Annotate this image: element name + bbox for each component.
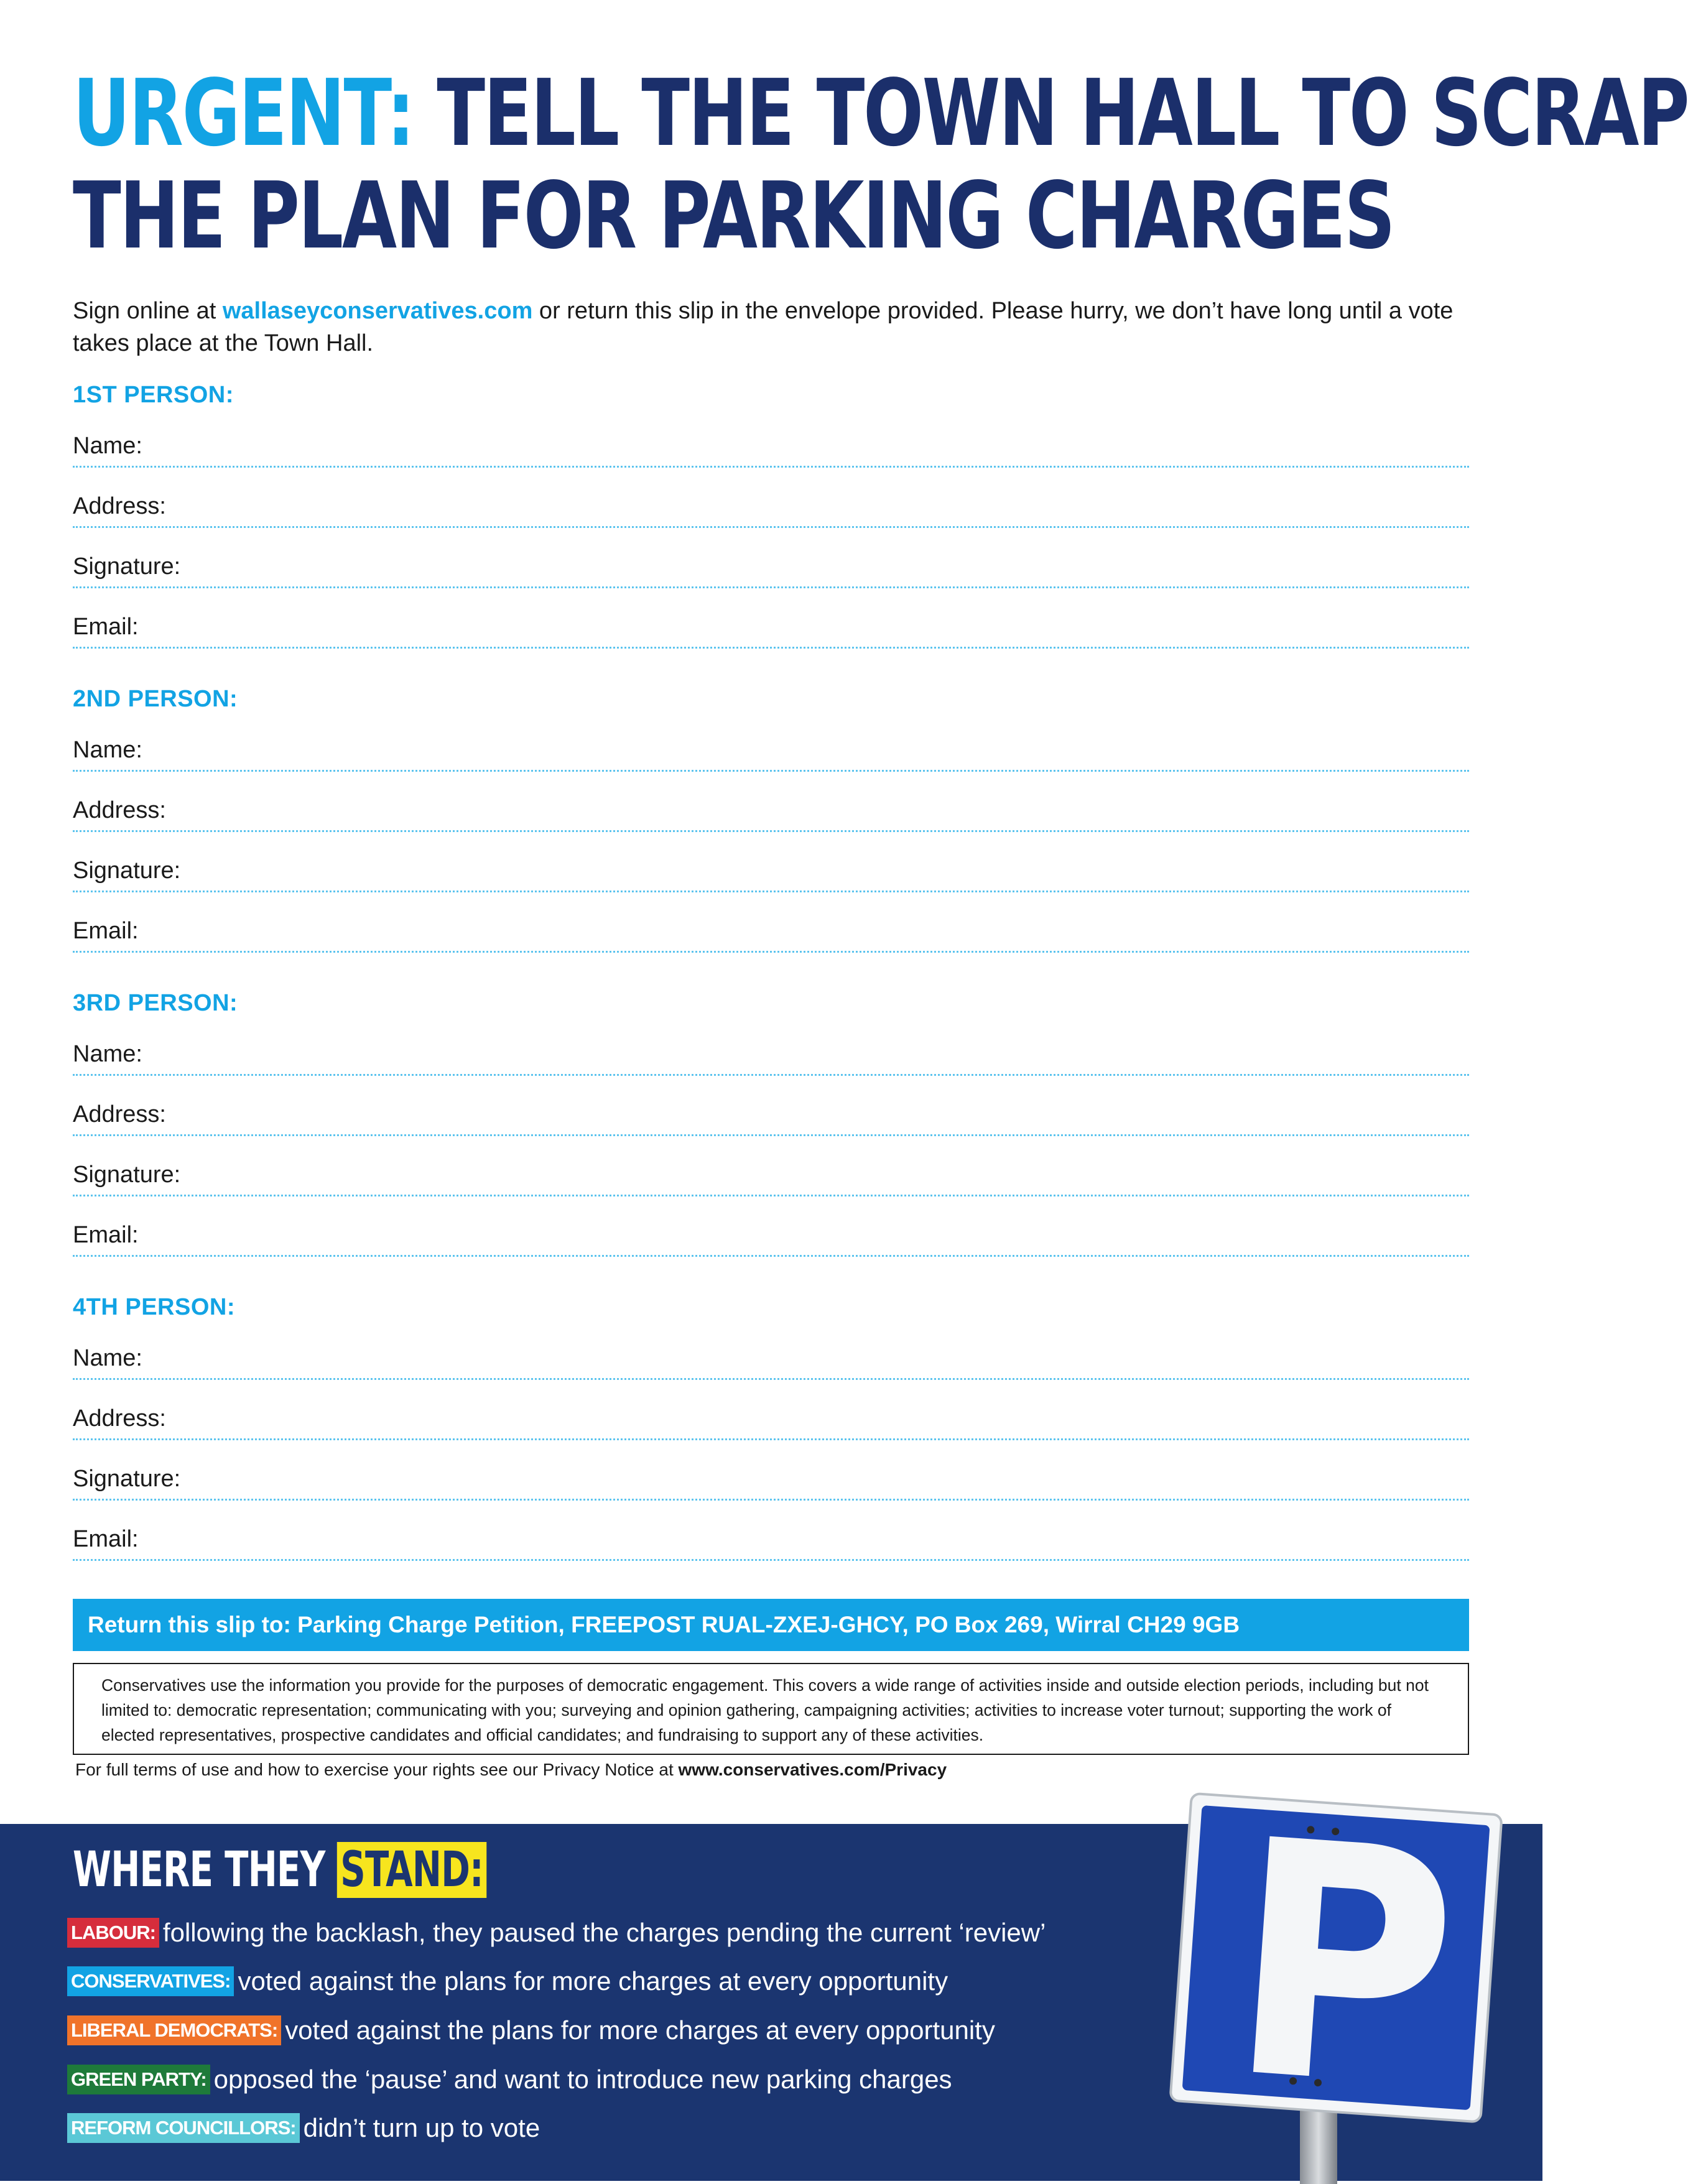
stand-text-labour: following the backlash, they paused the charges pending the current ‘review’: [162, 1918, 1046, 1947]
privacy-note-text: For full terms of use and how to exercise your rights see our Privacy Notice at: [75, 1760, 679, 1779]
website-link[interactable]: wallaseyconservatives.com: [222, 298, 533, 324]
email-label: Email:: [73, 1526, 139, 1552]
privacy-statement-box: Conservatives use the information you provide for the purposes of democratic engagement. This covers a wide range of activities inside and outside election periods, including but not limited to: democratic representation; communicating with you; surveying and opinion gathering, campaigning activities; activities to increase voter turnout; supporting the work of elected representatives, prospective candidates and official candidates; and fundraising to support any of these activities.: [73, 1663, 1469, 1755]
name-label: Name:: [73, 737, 142, 763]
person-4-name-field[interactable]: [73, 1340, 1469, 1380]
person-3-signature-field[interactable]: [73, 1156, 1469, 1196]
stand-row-reform: [67, 2113, 540, 2148]
stand-text-green-party: opposed the ‘pause’ and want to introduce new parking charges: [213, 2065, 952, 2094]
person-2-heading: 2ND PERSON:: [73, 686, 238, 712]
return-address-banner: Return this slip to: Parking Charge Petition, FREEPOST RUAL-ZXEJ-GHCY, PO Box 269, Wirral CH29 9GB: [73, 1599, 1469, 1651]
signature-label: Signature:: [73, 553, 181, 580]
person-3-name-field[interactable]: [73, 1035, 1469, 1076]
person-2-signature-field[interactable]: [73, 852, 1469, 892]
intro-after-link: or return this slip in the envelope provided. Please hurry, we don’t have long until a vote takes place at the Town Hall.: [73, 298, 1454, 356]
person-1-address-field[interactable]: [73, 488, 1469, 528]
stand-row-conservatives: [67, 1966, 948, 2001]
name-label: Name:: [73, 1345, 142, 1371]
signature-label: Signature:: [73, 858, 181, 884]
email-label: Email:: [73, 614, 139, 640]
person-4-heading: 4TH PERSON:: [73, 1294, 235, 1320]
signature-label: Signature:: [73, 1162, 181, 1188]
party-badge-green-party: GREEN PARTY:: [67, 2065, 210, 2094]
stand-row-labour: [67, 1918, 1046, 1953]
parking-sign-icon: [1151, 1791, 1511, 2181]
headline: [73, 60, 1688, 269]
address-label: Address:: [73, 493, 166, 519]
headline-line1: TELL THE TOWN HALL TO SCRAP: [437, 60, 1688, 167]
signature-label: Signature:: [73, 1466, 181, 1492]
person-1-heading: 1ST PERSON:: [73, 382, 234, 408]
name-label: Name:: [73, 433, 142, 459]
privacy-url[interactable]: www.conservatives.com/Privacy: [678, 1760, 947, 1779]
email-label: Email:: [73, 1222, 139, 1248]
person-2-address-field[interactable]: [73, 792, 1469, 832]
person-4-signature-field[interactable]: [73, 1460, 1469, 1501]
person-3-address-field[interactable]: [73, 1096, 1469, 1136]
privacy-note: [75, 1760, 947, 1780]
stand-text-conservatives: voted against the plans for more charges at every opportunity: [238, 1966, 948, 1996]
party-badge-conservatives: CONSERVATIVES:: [67, 1966, 234, 1996]
person-4-email-field[interactable]: [73, 1520, 1469, 1561]
party-badge-reform: REFORM COUNCILLORS:: [67, 2113, 300, 2143]
stand-row-green-party: [67, 2065, 952, 2099]
parking-sign-image: [1151, 1791, 1511, 2181]
person-4-address-field[interactable]: [73, 1400, 1469, 1440]
stand-title-highlight: STAND:: [336, 1842, 486, 1898]
headline-urgent: URGENT:: [73, 60, 414, 167]
where-they-stand-title: [73, 1842, 487, 1898]
stand-title-prefix: WHERE THEY: [73, 1842, 325, 1898]
person-2-name-field[interactable]: [73, 731, 1469, 772]
person-1-email-field[interactable]: [73, 608, 1469, 649]
intro-before-link: Sign online at: [73, 298, 223, 324]
person-1-signature-field[interactable]: [73, 548, 1469, 588]
address-label: Address:: [73, 797, 166, 823]
stand-text-liberal-democrats: voted against the plans for more charges at every opportunity: [285, 2015, 995, 2045]
party-badge-labour: LABOUR:: [67, 1918, 159, 1948]
person-3-email-field[interactable]: [73, 1216, 1469, 1257]
party-badge-liberal-democrats: LIBERAL DEMOCRATS:: [67, 2015, 281, 2045]
address-label: Address:: [73, 1101, 166, 1127]
email-label: Email:: [73, 918, 139, 944]
person-2-email-field[interactable]: [73, 912, 1469, 953]
person-1-name-field[interactable]: [73, 427, 1469, 468]
stand-text-reform: didn’t turn up to vote: [303, 2113, 540, 2142]
stand-row-liberal-democrats: [67, 2015, 995, 2050]
address-label: Address:: [73, 1405, 166, 1432]
name-label: Name:: [73, 1041, 142, 1067]
headline-line2: THE PLAN FOR PARKING CHARGES: [73, 162, 1394, 269]
intro-text: [73, 295, 1478, 359]
person-3-heading: 3RD PERSON:: [73, 990, 238, 1016]
